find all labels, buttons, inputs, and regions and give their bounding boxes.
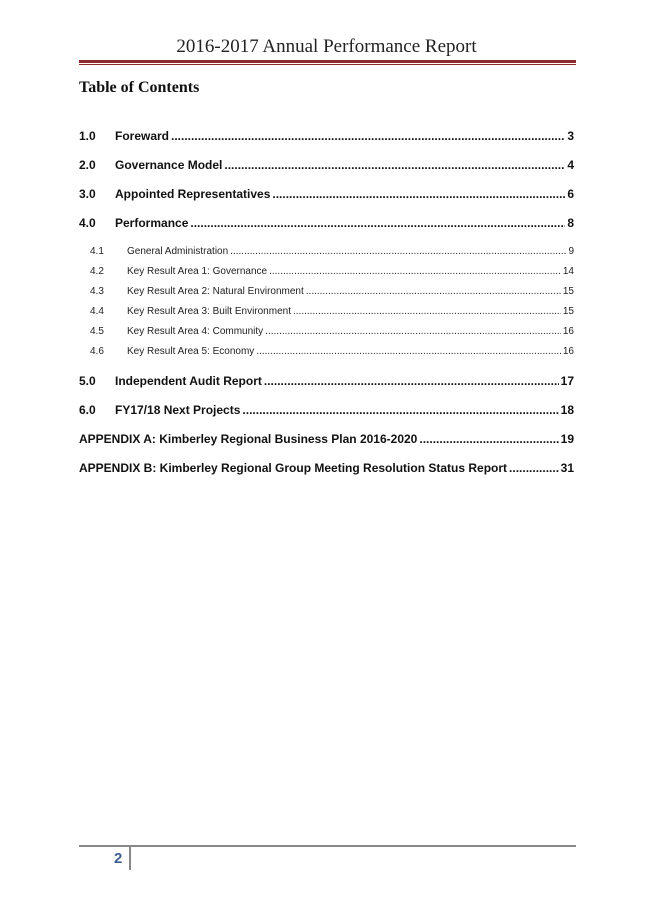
toc-entry-number: 5.0 [79, 374, 96, 388]
toc-leader-dots [242, 403, 558, 417]
toc-entry-title: Independent Audit Report [115, 374, 262, 388]
toc-entry-page: 15 [562, 286, 574, 297]
toc-entry-appendix-a[interactable] [79, 432, 574, 446]
toc-entry-4-3[interactable] [90, 286, 574, 297]
toc-entry-number: 4.1 [90, 246, 104, 257]
toc-entry-4-5[interactable] [90, 326, 574, 337]
toc-entry-page: 18 [560, 403, 574, 417]
toc-leader-dots [264, 374, 559, 388]
toc-leader-dots [419, 432, 558, 446]
toc-entry-title: APPENDIX A: Kimberley Regional Business Plan 2016-2020 [79, 432, 418, 446]
toc-entry-title: Key Result Area 2: Natural Environment [127, 286, 304, 297]
toc-entry-title: Key Result Area 5: Economy [127, 346, 255, 357]
toc-leader-dots [272, 187, 565, 201]
toc-entry-3-0[interactable] [79, 187, 574, 201]
toc-entry-number: 3.0 [79, 187, 96, 201]
toc-entry-page: 14 [562, 266, 574, 277]
toc-entry-number: 6.0 [79, 403, 96, 417]
toc-entry-4-6[interactable] [90, 346, 574, 357]
header-rule [79, 60, 576, 63]
toc-leader-dots [230, 246, 566, 257]
toc-entry-title: Key Result Area 4: Community [127, 326, 264, 337]
toc-entry-page: 31 [560, 461, 574, 475]
toc-entry-5-0[interactable] [79, 374, 574, 388]
toc-entry-1-0[interactable] [79, 129, 574, 143]
toc-leader-dots [293, 306, 561, 317]
toc-entry-page: 16 [562, 346, 574, 357]
toc-entry-2-0[interactable] [79, 158, 574, 172]
toc-entry-title: Governance Model [115, 158, 223, 172]
toc-leader-dots [224, 158, 565, 172]
toc-entry-number: 4.2 [90, 266, 104, 277]
toc-entry-number: 4.0 [79, 216, 96, 230]
toc-heading: Table of Contents [79, 79, 200, 96]
toc-entry-number: 1.0 [79, 129, 96, 143]
toc-entry-title: Key Result Area 3: Built Environment [127, 306, 291, 317]
toc-entry-number: 4.5 [90, 326, 104, 337]
toc-entry-title: FY17/18 Next Projects [115, 403, 241, 417]
toc-entry-page: 8 [567, 216, 574, 230]
toc-entry-number: 4.4 [90, 306, 104, 317]
toc-entry-number: 2.0 [79, 158, 96, 172]
toc-leader-dots [306, 286, 561, 297]
toc-entry-page: 3 [567, 129, 574, 143]
toc-entry-page: 9 [568, 246, 574, 257]
toc-leader-dots [265, 326, 561, 337]
toc-entry-4-1[interactable] [90, 246, 574, 257]
toc-entry-4-0[interactable] [79, 216, 574, 230]
toc-entry-title: General Administration [127, 246, 229, 257]
toc-leader-dots [190, 216, 565, 230]
toc-entry-title: APPENDIX B: Kimberley Regional Group Meeting Resolution Status Report [79, 461, 508, 475]
toc-entry-title: Key Result Area 1: Governance [127, 266, 268, 277]
toc-entry-page: 19 [560, 432, 574, 446]
toc-leader-dots [171, 129, 565, 143]
footer-rule [79, 845, 576, 847]
toc-entry-appendix-b[interactable] [79, 461, 574, 475]
toc-entry-title: Foreward [115, 129, 170, 143]
toc-entry-page: 6 [567, 187, 574, 201]
toc-leader-dots [509, 461, 559, 475]
toc-entry-number: 4.3 [90, 286, 104, 297]
page-header-title: 2016-2017 Annual Performance Report [176, 36, 477, 57]
toc-entry-page: 15 [562, 306, 574, 317]
toc-entry-page: 4 [567, 158, 574, 172]
page-number: 2 [114, 850, 123, 867]
toc-leader-dots [256, 346, 561, 357]
toc-entry-title: Appointed Representatives [115, 187, 271, 201]
toc-entry-6-0[interactable] [79, 403, 574, 417]
toc-entry-page: 16 [562, 326, 574, 337]
toc-leader-dots [269, 266, 561, 277]
toc-entry-4-2[interactable] [90, 266, 574, 277]
toc-entry-page: 17 [560, 374, 574, 388]
toc-entry-title: Performance [115, 216, 189, 230]
page-number-divider [129, 847, 131, 870]
toc-entry-4-4[interactable] [90, 306, 574, 317]
toc-entry-number: 4.6 [90, 346, 104, 357]
header-rule-thin [79, 64, 576, 65]
